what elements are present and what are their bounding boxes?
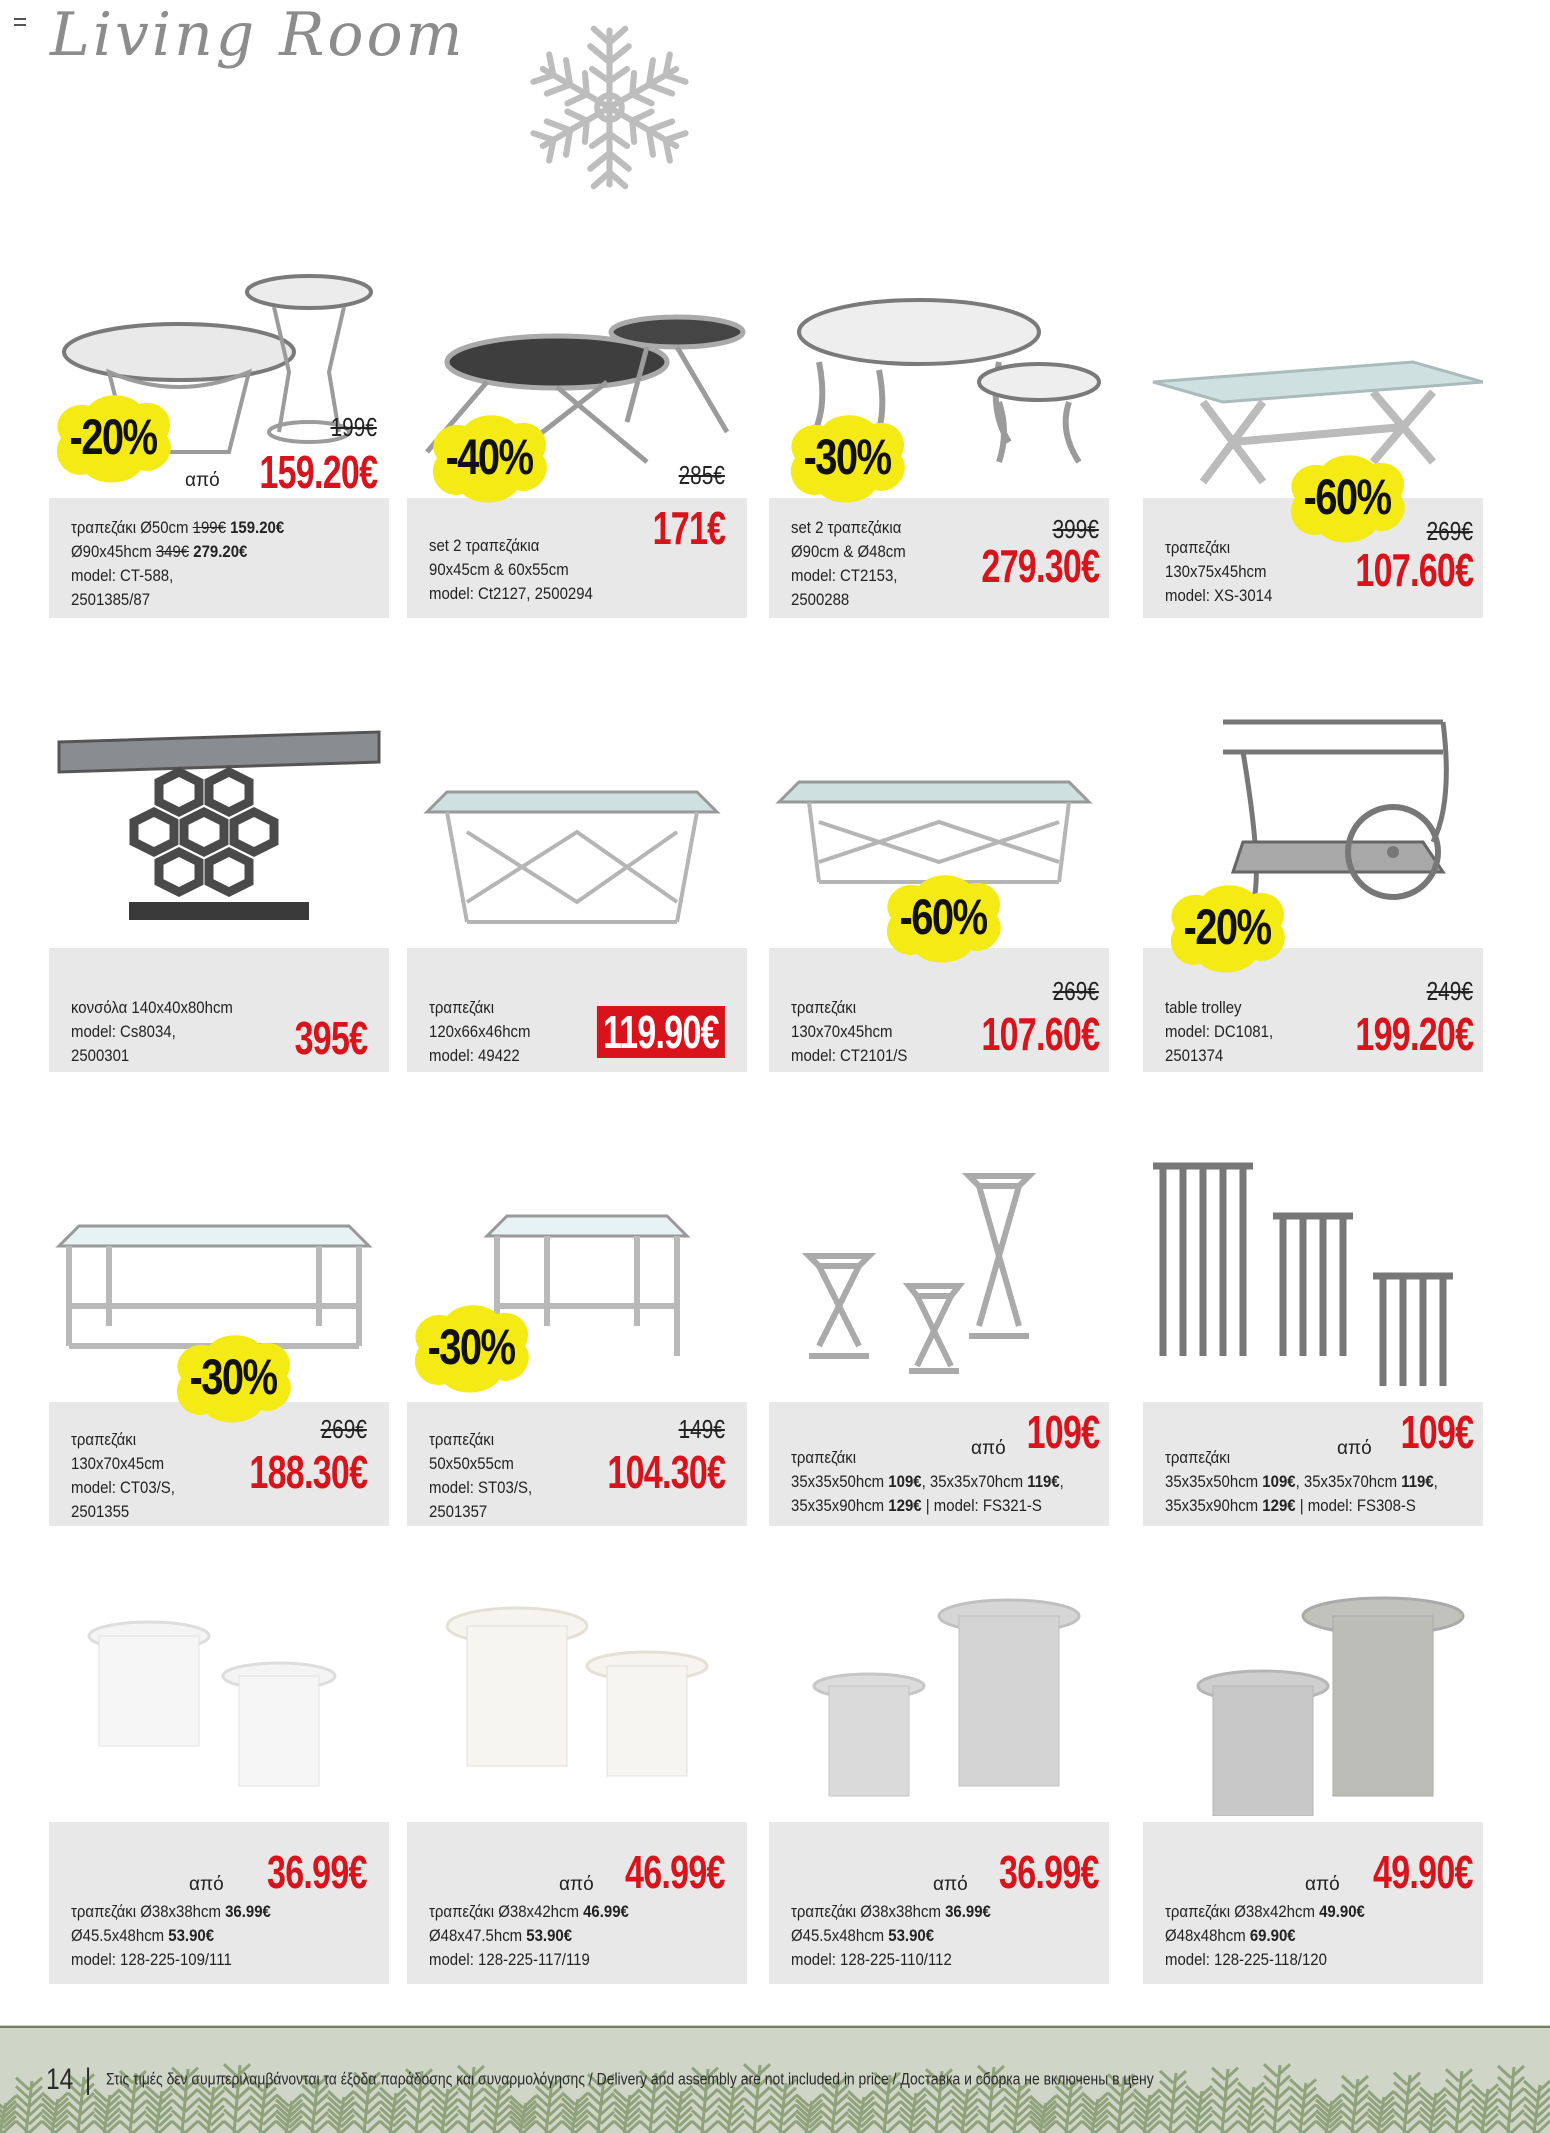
description-line: τραπεζάκι Ø50cm 199€ 159.20€ [71,518,285,537]
product-photo[interactable] [49,702,389,942]
pine-branch [16,2078,42,2133]
old-price: 269€ [320,1414,367,1444]
discount-badge [49,390,177,486]
description-line: τραπεζάκι [1165,538,1231,557]
description-line: model: Cs8034, [71,1022,176,1041]
pine-branch [1212,2068,1238,2133]
page-number: 14 [46,2063,74,2096]
current-price: 159.20€ [259,446,377,498]
description-line: model: 128-225-118/120 [1165,1950,1327,1969]
pine-branch [510,2096,536,2133]
description-line: τραπεζάκι Ø38x42hcm 46.99€ [429,1902,629,1921]
description-line: τραπεζάκι [429,1430,495,1449]
old-price: 249€ [1426,976,1473,1006]
description-line: τραπεζάκι [429,998,495,1017]
product-description [429,996,530,1068]
price-prefix: από [933,1874,968,1895]
product-card[interactable] [49,1580,389,1984]
current-price: 109€ [1400,1406,1473,1458]
description-line: model: DC1081, [1165,1022,1274,1041]
old-price: 149€ [678,1414,725,1444]
description-line: model: 128-225-117/119 [429,1950,590,1969]
pine-branch [1316,2094,1342,2133]
price-prefix: από [1337,1438,1372,1459]
product-description [71,1428,175,1524]
pine-branch [1160,2071,1186,2133]
product-card[interactable] [769,180,1109,618]
description-line: table trolley [1165,998,1242,1017]
current-price: 107.60€ [981,1008,1099,1060]
current-price: 119.90€ [597,1006,725,1058]
pine-branch [1524,2081,1550,2133]
current-price: 199.20€ [1355,1008,1473,1060]
pine-branch [276,2094,302,2133]
description-line: 130x70x45cm [71,1454,165,1473]
description-line: model: CT2101/S [791,1046,908,1065]
description-line: 2501357 [429,1502,488,1521]
price-prefix: από [189,1874,224,1895]
badge-text: -30% [189,1349,277,1405]
price-prefix: από [185,470,220,491]
product-description [1165,996,1273,1068]
current-price: 36.99€ [999,1846,1099,1898]
description-line: τραπεζάκι Ø38x38hcm 36.99€ [791,1902,991,1921]
old-price: 199€ [330,412,377,442]
product-card[interactable] [1143,1120,1483,1526]
pine-branch [0,2096,16,2133]
product-description [429,1428,532,1524]
divider: | [84,2063,92,2096]
description-line: τραπεζάκι [791,1448,857,1467]
badge-text: -20% [1183,899,1271,955]
description-line: Ø48x47.5hcm 53.90€ [429,1926,573,1945]
badge-text: -30% [803,429,891,485]
page-title: Living Room [50,0,466,70]
product-card[interactable] [407,1120,747,1526]
product-photo[interactable] [407,702,747,942]
product-photo[interactable] [1143,1156,1483,1396]
description-line: 120x66x46hcm [429,1022,531,1041]
old-price: 285€ [678,460,725,490]
pine-branch [1238,2083,1264,2133]
old-price: 269€ [1426,516,1473,546]
product-card[interactable] [407,180,747,618]
current-price: 104.30€ [607,1446,725,1498]
description-line: model: 128-225-109/111 [71,1950,232,1969]
current-price: 46.99€ [625,1846,725,1898]
description-line: set 2 τραπεζάκια [429,536,540,555]
description-line: model: 49422 [429,1046,520,1065]
pine-branch [1498,2066,1524,2133]
description-line: model: ST03/S, [429,1478,533,1497]
description-line: Ø90cm & Ø48cm [791,542,906,561]
pine-branch [42,2093,68,2133]
description-line: 35x35x50hcm 109€, 35x35x70hcm 119€, [1165,1472,1438,1491]
description-line: model: CT03/S, [71,1478,175,1497]
snowflake-icon [522,20,697,195]
description-line: model: CT2153, [791,566,898,585]
description-line: 90x45cm & 60x55cm [429,560,569,579]
description-line: 2501385/87 [71,590,151,609]
product-description [429,534,593,606]
discount-badge [407,1300,535,1396]
description-line: 2500301 [71,1046,130,1065]
product-description [1165,1446,1438,1518]
product-card[interactable] [49,1120,389,1526]
current-price: 107.60€ [1355,544,1473,596]
pine-branch [1082,2093,1108,2133]
product-description [71,996,233,1068]
description-line: τραπεζάκι [71,1430,137,1449]
product-card[interactable] [1143,180,1483,618]
product-description [71,516,284,612]
pine-branch [1030,2096,1056,2133]
price-prefix: από [1305,1874,1340,1895]
discount-badge [1163,880,1291,976]
description-line: τραπεζάκι [1165,1448,1231,1467]
old-price: 269€ [1052,976,1099,1006]
pine-branch [1290,2079,1316,2133]
pine-branch [1368,2091,1394,2133]
product-description [791,996,907,1068]
current-price: 171€ [652,502,725,554]
product-card[interactable] [1143,700,1483,1072]
footer-note: Στις τιμές δεν συμπεριλαμβάνονται τα έξοδα παράδοσης και συναρμολόγησης / Delivery and assembly are not included in price / Доставка и сборка не включены в цену [106,2069,1154,2089]
description-line: set 2 τραπεζάκια [791,518,902,537]
pine-branch [1446,2069,1472,2133]
description-line: Ø90x45hcm 349€ 279.20€ [71,542,248,561]
description-line: model: Ct2127, 2500294 [429,584,593,603]
product-description [429,1900,629,1972]
description-line: τραπεζάκι Ø38x38hcm 36.99€ [71,1902,271,1921]
description-line: 2501355 [71,1502,130,1521]
product-photo[interactable] [49,1576,389,1816]
price-prefix: από [559,1874,594,1895]
current-price: 109€ [1026,1406,1099,1458]
old-price: 399€ [1052,514,1099,544]
pine-branch [1394,2073,1420,2133]
pine-branch [328,2091,354,2133]
description-line: 2500288 [791,590,850,609]
description-line: model: CT-588, [71,566,174,585]
pine-branch [1186,2086,1212,2133]
pine-branch [796,2094,822,2133]
pine-branch [1264,2064,1290,2133]
pine-branch [1342,2076,1368,2133]
pine-branch [848,2091,874,2133]
description-line: 35x35x90hcm 129€ | model: FS321-S [791,1496,1042,1515]
description-line: 35x35x90hcm 129€ | model: FS308-S [1165,1496,1416,1515]
product-photo[interactable] [769,1576,1109,1816]
description-line: Ø48x48hcm 69.90€ [1165,1926,1296,1945]
product-card[interactable] [769,700,1109,1072]
badge-text: -40% [445,429,533,485]
product-card[interactable] [407,1580,747,1984]
product-card[interactable] [1143,1580,1483,1984]
product-photo[interactable] [769,1156,1109,1396]
price-prefix: από [971,1438,1006,1459]
discount-badge [425,410,553,506]
badge-text: -20% [69,409,157,465]
current-price: 49.90€ [1373,1846,1473,1898]
discount-badge [783,410,911,506]
current-price: 395€ [294,1012,367,1064]
pine-branch [562,2093,588,2133]
product-description [791,516,906,612]
description-line: κονσόλα 140x40x80hcm [71,998,233,1017]
description-line: 50x50x55cm [429,1454,514,1473]
product-card[interactable] [769,1580,1109,1984]
description-line: Ø45.5x48hcm 53.90€ [791,1926,935,1945]
product-photo[interactable] [1143,1576,1483,1816]
product-description [1165,1900,1365,1972]
pine-branch [1420,2088,1446,2133]
product-card[interactable] [769,1120,1109,1526]
product-description [71,1900,271,1972]
product-card[interactable] [49,180,389,618]
discount-badge [169,1330,297,1426]
badge-text: -60% [1303,469,1391,525]
product-description [791,1446,1064,1518]
description-line: model: 128-225-110/112 [791,1950,952,1969]
discount-badge [1283,450,1411,546]
footer-band [0,2025,1550,2133]
current-price: 188.30€ [249,1446,367,1498]
description-line: τραπεζάκι [791,998,857,1017]
footer-disclaimer [46,2063,1154,2097]
product-card[interactable] [407,700,747,1072]
description-line: model: XS-3014 [1165,586,1273,605]
discount-badge [879,870,1007,966]
badge-text: -60% [899,889,987,945]
current-price: 279.30€ [981,540,1099,592]
product-description [1165,536,1272,608]
product-photo[interactable] [407,1576,747,1816]
product-card[interactable] [49,700,389,1072]
description-line: Ø45.5x48hcm 53.90€ [71,1926,215,1945]
product-description [791,1900,991,1972]
description-line: τραπεζάκι Ø38x42hcm 49.90€ [1165,1902,1365,1921]
menu-mark-icon [14,18,26,26]
pine-branch [1472,2084,1498,2133]
description-line: 2501374 [1165,1046,1224,1065]
description-line: 130x70x45hcm [791,1022,893,1041]
description-line: 35x35x50hcm 109€, 35x35x70hcm 119€, [791,1472,1064,1491]
current-price: 36.99€ [267,1846,367,1898]
description-line: 130x75x45hcm [1165,562,1267,581]
badge-text: -30% [427,1319,515,1375]
